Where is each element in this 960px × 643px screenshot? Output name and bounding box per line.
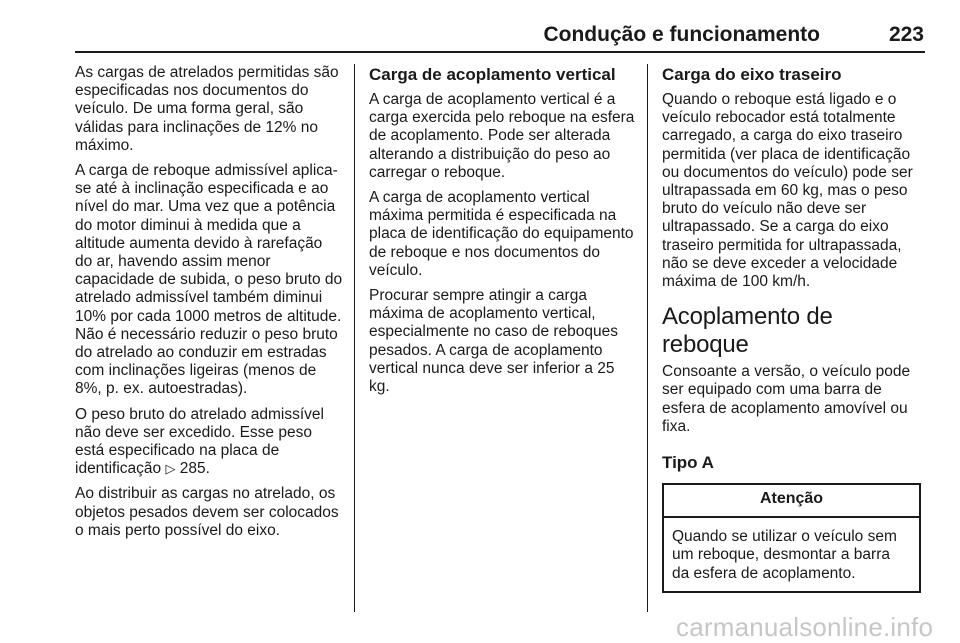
- paragraph: Ao distribuir as cargas no atrelado, os objetos pesados devem ser colocados o mais perto possível do eixo.: [75, 485, 339, 539]
- section-heading: Carga de acoplamento vertical: [369, 65, 616, 84]
- paragraph-text: O peso bruto do atrelado admissível não deve ser excedido. Esse peso está especificado na placa de identificação: [75, 405, 324, 478]
- paragraph: A carga de acoplamento vertical máxima permitida é especificada na placa de identificação do equipamento de reboque e nos documentos do veículo.: [369, 189, 634, 279]
- warning-box: [662, 483, 921, 593]
- warning-text: Quando se utilizar o veículo sem um reboque, desmontar a barra da esfera de acoplamento.: [672, 528, 897, 582]
- paragraph: Quando o reboque está ligado e o veículo rebocador está totalmente carregado, a carga do eixo traseiro permitida (ver placa de identificação ou documentos do veículo) pode ser ultrapassada em 60 kg, mas o peso bruto do veículo não deve ser ultrapassado. Se a carga do eixo traseiro permitida for ultrapassada, não se deve exceder a velocidade máxima de 100 km/h.: [662, 91, 913, 291]
- triangle-right-icon: ▷: [165, 461, 176, 477]
- column-3: [662, 64, 925, 593]
- column-1: [75, 64, 343, 547]
- column-divider: [647, 64, 648, 612]
- paragraph: A carga de reboque admissível aplica-se até à inclinação especificada e ao nível do mar. Uma vez que a potência do motor diminui à medida que a altitude aumenta devido à rarefação do ar, havendo assim menor capacidade de subida, o peso bruto do atrelado admissível também diminui 10% por cada 1000 metros de altitude. Não é necessário reduzir o peso bruto do atrelado ao conduzir em estradas com inclinações ligeiras (menos de 8%, p. ex. autoestradas).: [75, 162, 343, 398]
- subsection-heading: Tipo A: [662, 453, 714, 473]
- section-heading: Carga do eixo traseiro: [662, 65, 842, 84]
- column-divider: [354, 64, 355, 612]
- column-2: [369, 64, 635, 403]
- warning-title: Atenção: [664, 485, 919, 518]
- page-header-title: Condução e funcionamento: [543, 23, 820, 46]
- paragraph: As cargas de atrelados permitidas são especificadas nos documentos do veículo. De uma forma geral, são válidas para inclinações de 12% no máximo.: [75, 64, 339, 154]
- paragraph: Consoante a versão, o veículo pode ser equipado com uma barra de esfera de acoplamento amovível ou fixa.: [662, 363, 911, 435]
- header-rule: [75, 51, 925, 53]
- paragraph: Procurar sempre atingir a carga máxima de acoplamento vertical, especialmente no caso de reboques pesados. A carga de acoplamento vertical nunca deve ser inferior a 25 kg.: [369, 287, 619, 396]
- paragraph: [75, 406, 343, 479]
- page-reference-link[interactable]: 285.: [179, 460, 210, 478]
- chapter-heading: Acoplamento de reboque: [662, 303, 833, 359]
- paragraph: A carga de acoplamento vertical é a carga exercida pelo reboque na esfera de acoplamento. Pode ser alterada alterando a distribuição do peso ao carregar o reboque.: [369, 91, 635, 181]
- watermark: carmanualsonline.info: [676, 612, 934, 642]
- page-number: 223: [888, 23, 924, 46]
